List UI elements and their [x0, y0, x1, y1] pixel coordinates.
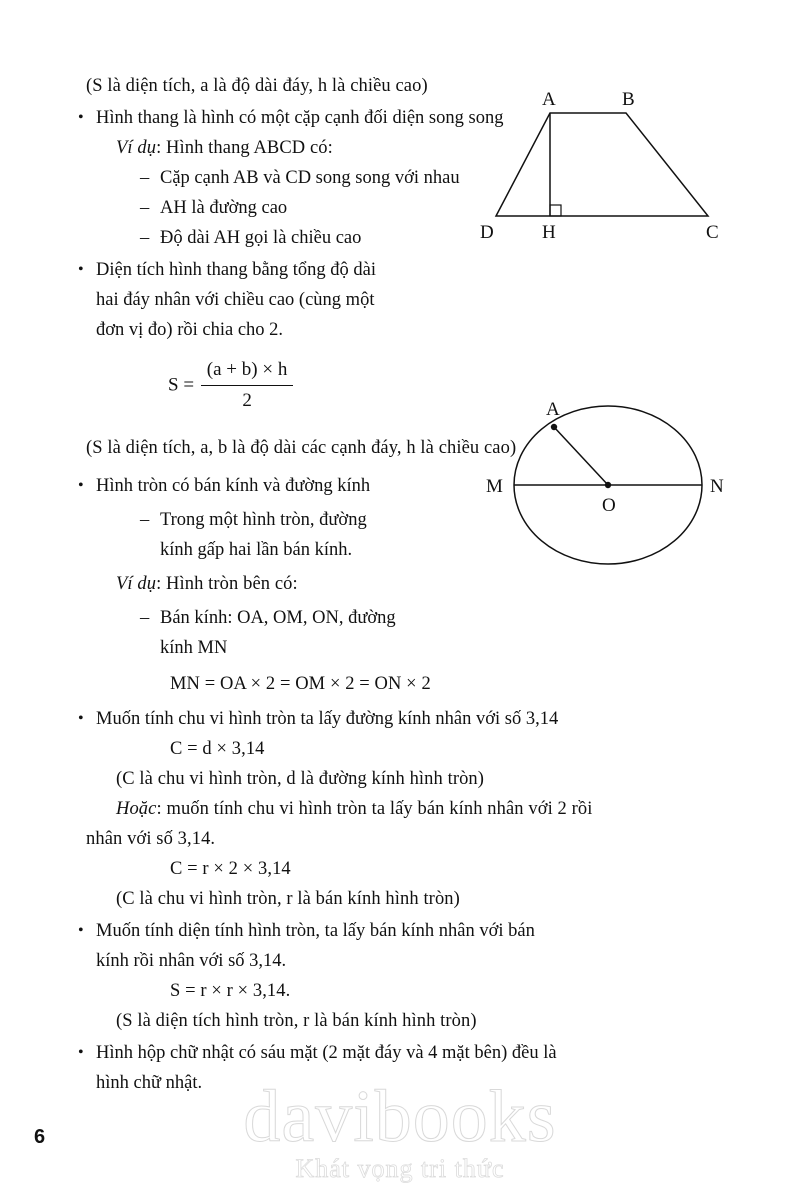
example-text: : Hình tròn bên có:: [156, 573, 298, 594]
note-circumference-d: (C là chu vi hình tròn, d là đường kính hình tròn): [116, 769, 485, 790]
dash-item-ab-cd: [140, 164, 738, 194]
bullet-icon: •: [78, 1044, 84, 1062]
trapezoid-label-c: C: [706, 222, 719, 243]
example-label: Ví dụ: [116, 137, 157, 158]
formula-lhs: S =: [168, 374, 195, 396]
example-circle: [116, 570, 738, 600]
dash-text-line2: kính gấp hai lần bán kính.: [160, 539, 353, 560]
bullet-icon: •: [78, 108, 84, 126]
bullet-icon: •: [78, 260, 84, 278]
bullet-item-circumference: [78, 705, 738, 735]
bullet-item-trapezoid-area: [78, 256, 738, 346]
circle-label-m: M: [486, 476, 503, 497]
trapezoid-label-a: A: [542, 89, 556, 110]
bullet-text-line1: Muốn tính diện tính hình tròn, ta lấy bán kính nhân với bán: [96, 921, 535, 942]
alt-circumference: [116, 795, 738, 825]
alt-label: Hoặc: [116, 799, 157, 820]
alt-text-line2: nhân với số 3,14.: [86, 829, 216, 850]
dash-icon: –: [140, 197, 150, 218]
dash-text: Độ dài AH gọi là chiều cao: [160, 227, 362, 248]
bullet-text: Muốn tính chu vi hình tròn ta lấy đường kính nhân với số 3,14: [96, 709, 559, 730]
formula-circle-area: S = r × r × 3,14.: [170, 981, 291, 1002]
bullet-item-cuboid: [78, 1039, 738, 1099]
formula-circumference-d: C = d × 3,14: [170, 739, 265, 760]
bullet-text-line2: hai đáy nhân với chiều cao (cùng một: [96, 289, 375, 310]
bullet-text-line3: đơn vị đo) rồi chia cho 2.: [96, 319, 284, 340]
trapezoid-label-b: B: [622, 89, 635, 110]
bullet-item-trapezoid-def: [78, 104, 738, 134]
watermark-subtitle: Khát vọng tri thức: [295, 1154, 505, 1184]
dash-text-line1: Trong một hình tròn, đường: [160, 509, 367, 530]
formula-fraction: [201, 356, 294, 416]
dash-text-line2: kính MN: [160, 637, 228, 658]
dash-text: AH là đường cao: [160, 197, 288, 218]
alt-text-line1: : muốn tính chu vi hình tròn ta lấy bán kính nhân với 2 rồi: [156, 799, 593, 820]
watermark-title: davibooks: [243, 1076, 557, 1158]
circle-label-n: N: [710, 476, 724, 497]
formula-circumference-r: C = r × 2 × 3,14: [170, 859, 291, 880]
equation-mn: MN = OA × 2 = OM × 2 = ON × 2: [170, 673, 431, 694]
note-trapezoid: (S là diện tích, a, b là độ dài các cạnh đáy, h là chiều cao): [86, 437, 517, 458]
formula-trapezoid-area: [168, 356, 738, 416]
bullet-text-line2: hình chữ nhật.: [96, 1073, 203, 1094]
bullet-item-circle-area: [78, 917, 738, 977]
example-trapezoid: [116, 134, 738, 164]
dash-icon: –: [140, 167, 150, 188]
dash-item-diameter-rule: [140, 506, 738, 566]
page-content: [78, 72, 738, 1099]
bullet-icon: •: [78, 710, 84, 728]
note-top: (S là diện tích, a là độ dài đáy, h là chiều cao): [86, 76, 428, 96]
bullet-item-circle-def: [78, 472, 738, 502]
note-circle-area: (S là diện tích hình tròn, r là bán kính hình tròn): [116, 1011, 477, 1032]
dash-item-radius-list: [140, 604, 738, 664]
dash-item-ah-height: [140, 194, 738, 224]
dash-icon: –: [140, 227, 150, 248]
bullet-icon: •: [78, 922, 84, 940]
formula-numerator: (a + b) × h: [201, 356, 294, 387]
trapezoid-label-h: H: [542, 222, 556, 243]
dash-icon: –: [140, 509, 150, 530]
trapezoid-label-d: D: [480, 222, 494, 243]
bullet-text-line1: Hình hộp chữ nhật có sáu mặt (2 mặt đáy và 4 mặt bên) đều là: [96, 1043, 557, 1064]
dash-text: Cặp cạnh AB và CD song song với nhau: [160, 167, 460, 188]
bullet-text-line1: Diện tích hình thang bằng tổng độ dài: [96, 259, 377, 280]
bullet-text: Hình thang là hình có một cặp cạnh đối diện song song: [96, 107, 504, 128]
dash-text-line1: Bán kính: OA, OM, ON, đường: [160, 607, 396, 628]
dash-icon: –: [140, 607, 150, 628]
example-label: Ví dụ: [116, 573, 157, 594]
note-circumference-r: (C là chu vi hình tròn, r là bán kính hình tròn): [116, 889, 460, 910]
formula-denominator: 2: [242, 390, 252, 412]
circle-label-o: O: [602, 495, 616, 516]
bullet-text: Hình tròn có bán kính và đường kính: [96, 475, 371, 496]
bullet-text-line2: kính rồi nhân với số 3,14.: [96, 951, 287, 972]
dash-item-ah-length: [140, 224, 738, 254]
example-text: : Hình thang ABCD có:: [156, 137, 333, 158]
circle-label-a: A: [546, 399, 560, 420]
bullet-icon: •: [78, 476, 84, 494]
page-number: 6: [34, 1126, 46, 1148]
